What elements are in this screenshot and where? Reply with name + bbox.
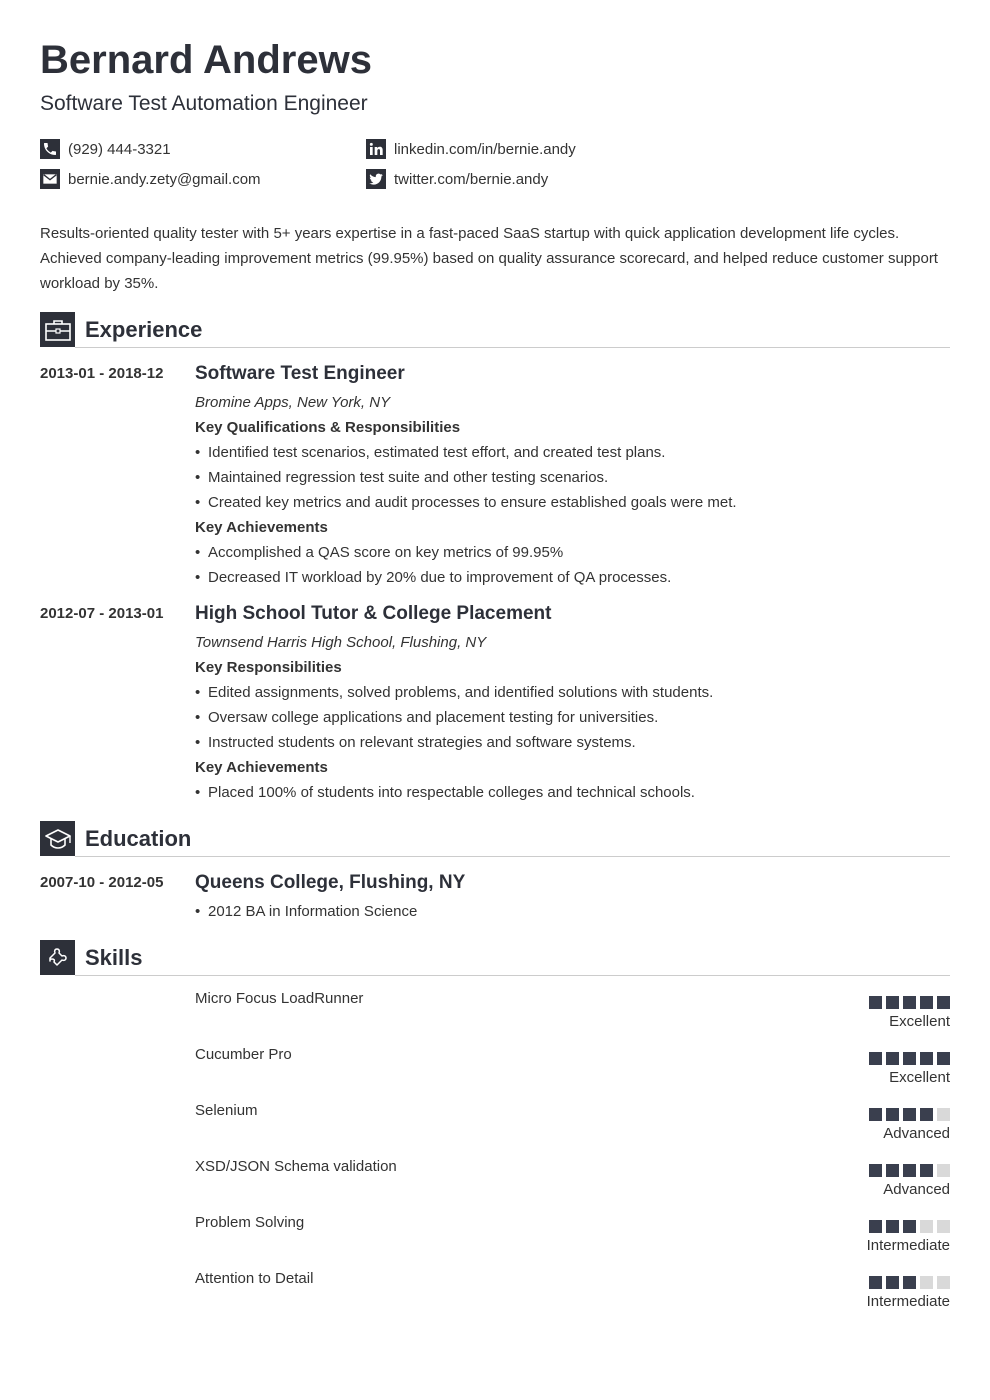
responsibilities-list xyxy=(195,680,950,755)
rating-square-filled xyxy=(920,1108,933,1121)
rating-square-filled xyxy=(903,996,916,1009)
skill-rating xyxy=(865,996,950,1009)
list-item: • Maintained regression test suite and other testing scenarios. xyxy=(195,465,950,490)
skill-level: Advanced xyxy=(883,1125,950,1142)
linkedin-text[interactable]: linkedin.com/in/bernie.andy xyxy=(394,140,576,158)
rating-square-filled xyxy=(869,1108,882,1121)
contact-phone xyxy=(40,139,171,159)
twitter-text[interactable]: twitter.com/bernie.andy xyxy=(394,170,549,188)
skill-item xyxy=(195,1269,950,1319)
entry-dates: 2012-07 - 2013-01 xyxy=(40,605,164,622)
rating-square-empty xyxy=(937,1108,950,1121)
puzzle-piece-icon xyxy=(40,940,75,975)
rating-square-filled xyxy=(886,996,899,1009)
list-item: • 2012 BA in Information Science xyxy=(195,899,950,924)
rating-square-filled xyxy=(903,1052,916,1065)
rating-square-empty xyxy=(937,1220,950,1233)
list-item: • Placed 100% of students into respectable colleges and technical schools. xyxy=(195,780,950,805)
rating-square-filled xyxy=(920,1052,933,1065)
education-heading: Education xyxy=(85,826,192,851)
envelope-icon xyxy=(40,169,60,189)
rating-square-filled xyxy=(869,1164,882,1177)
contact-linkedin xyxy=(366,139,576,159)
twitter-icon xyxy=(366,169,386,189)
skill-rating xyxy=(865,1164,950,1177)
phone-icon xyxy=(40,139,60,159)
briefcase-icon xyxy=(40,312,75,347)
rating-square-filled xyxy=(869,1220,882,1233)
skills-section-header xyxy=(40,940,950,976)
skill-name: Attention to Detail xyxy=(195,1270,314,1287)
skill-rating xyxy=(865,1276,950,1289)
rating-square-empty xyxy=(920,1276,933,1289)
skill-rating xyxy=(865,1108,950,1121)
school-name: Queens College, Flushing, NY xyxy=(195,872,466,893)
responsibilities-heading: Key Qualifications & Responsibilities xyxy=(195,419,461,436)
education-section-header xyxy=(40,821,950,857)
contact-email xyxy=(40,169,261,189)
rating-square-filled xyxy=(920,996,933,1009)
skill-item xyxy=(195,1157,950,1207)
skill-name: XSD/JSON Schema validation xyxy=(195,1158,397,1175)
skill-item xyxy=(195,989,950,1039)
achievements-list xyxy=(195,780,950,805)
linkedin-icon xyxy=(366,139,386,159)
skill-name: Problem Solving xyxy=(195,1214,305,1231)
entry-company: Townsend Harris High School, Flushing, NY xyxy=(195,634,487,651)
rating-square-filled xyxy=(903,1276,916,1289)
rating-square-filled xyxy=(886,1220,899,1233)
education-details xyxy=(195,899,950,924)
entry-dates: 2013-01 - 2018-12 xyxy=(40,365,164,382)
list-item: • Instructed students on relevant strategies and software systems. xyxy=(195,730,950,755)
contact-twitter xyxy=(366,169,548,189)
rating-square-filled xyxy=(886,1052,899,1065)
phone-text: (929) 444-3321 xyxy=(68,140,171,158)
rating-square-empty xyxy=(920,1220,933,1233)
rating-square-filled xyxy=(869,1276,882,1289)
skill-name: Selenium xyxy=(195,1102,258,1119)
skill-level: Intermediate xyxy=(866,1293,950,1310)
rating-square-filled xyxy=(886,1276,899,1289)
rating-square-filled xyxy=(869,996,882,1009)
achievements-heading: Key Achievements xyxy=(195,759,328,776)
skill-level: Intermediate xyxy=(866,1237,950,1254)
achievements-heading: Key Achievements xyxy=(195,519,328,536)
profile-summary: Results-oriented quality tester with 5+ years expertise in a fast-paced SaaS startup with quick application development life cycles. Achieved company-leading improvement metrics (99.95%) based on quality assurance scorecard, and helped reduce customer support workload by 35%. xyxy=(40,225,938,292)
experience-section-header xyxy=(40,312,950,348)
rating-square-filled xyxy=(937,996,950,1009)
rating-square-filled xyxy=(937,1052,950,1065)
graduation-cap-icon xyxy=(40,821,75,856)
skill-item xyxy=(195,1213,950,1263)
skill-level: Excellent xyxy=(889,1013,950,1030)
entry-role: Software Test Engineer xyxy=(195,363,405,384)
responsibilities-list xyxy=(195,440,950,515)
rating-square-filled xyxy=(886,1164,899,1177)
list-item: • Accomplished a QAS score on key metrics of 99.95% xyxy=(195,540,950,565)
entry-dates: 2007-10 - 2012-05 xyxy=(40,874,164,891)
rating-square-filled xyxy=(903,1108,916,1121)
skills-heading: Skills xyxy=(85,945,143,970)
rating-square-filled xyxy=(903,1164,916,1177)
section-divider xyxy=(75,856,950,857)
candidate-name: Bernard Andrews xyxy=(40,38,372,82)
experience-heading: Experience xyxy=(85,317,203,342)
rating-square-empty xyxy=(937,1164,950,1177)
email-text[interactable]: bernie.andy.zety@gmail.com xyxy=(68,170,261,188)
rating-square-filled xyxy=(886,1108,899,1121)
skill-name: Cucumber Pro xyxy=(195,1046,292,1063)
rating-square-filled xyxy=(903,1220,916,1233)
skill-rating xyxy=(865,1052,950,1065)
section-divider xyxy=(75,975,950,976)
job-title: Software Test Automation Engineer xyxy=(40,92,368,115)
list-item: • Created key metrics and audit processes to ensure established goals were met. xyxy=(195,490,950,515)
rating-square-filled xyxy=(920,1164,933,1177)
entry-role: High School Tutor & College Placement xyxy=(195,603,552,624)
achievements-list xyxy=(195,540,950,590)
skill-item xyxy=(195,1045,950,1095)
list-item: • Identified test scenarios, estimated test effort, and created test plans. xyxy=(195,440,950,465)
skill-level: Advanced xyxy=(883,1181,950,1198)
rating-square-filled xyxy=(869,1052,882,1065)
skill-rating xyxy=(865,1220,950,1233)
skill-name: Micro Focus LoadRunner xyxy=(195,990,364,1007)
skill-level: Excellent xyxy=(889,1069,950,1086)
list-item: • Decreased IT workload by 20% due to improvement of QA processes. xyxy=(195,565,950,590)
entry-company: Bromine Apps, New York, NY xyxy=(195,394,391,411)
list-item: • Edited assignments, solved problems, and identified solutions with students. xyxy=(195,680,950,705)
skill-item xyxy=(195,1101,950,1151)
rating-square-empty xyxy=(937,1276,950,1289)
list-item: • Oversaw college applications and placement testing for universities. xyxy=(195,705,950,730)
section-divider xyxy=(75,347,950,348)
responsibilities-heading: Key Responsibilities xyxy=(195,659,342,676)
